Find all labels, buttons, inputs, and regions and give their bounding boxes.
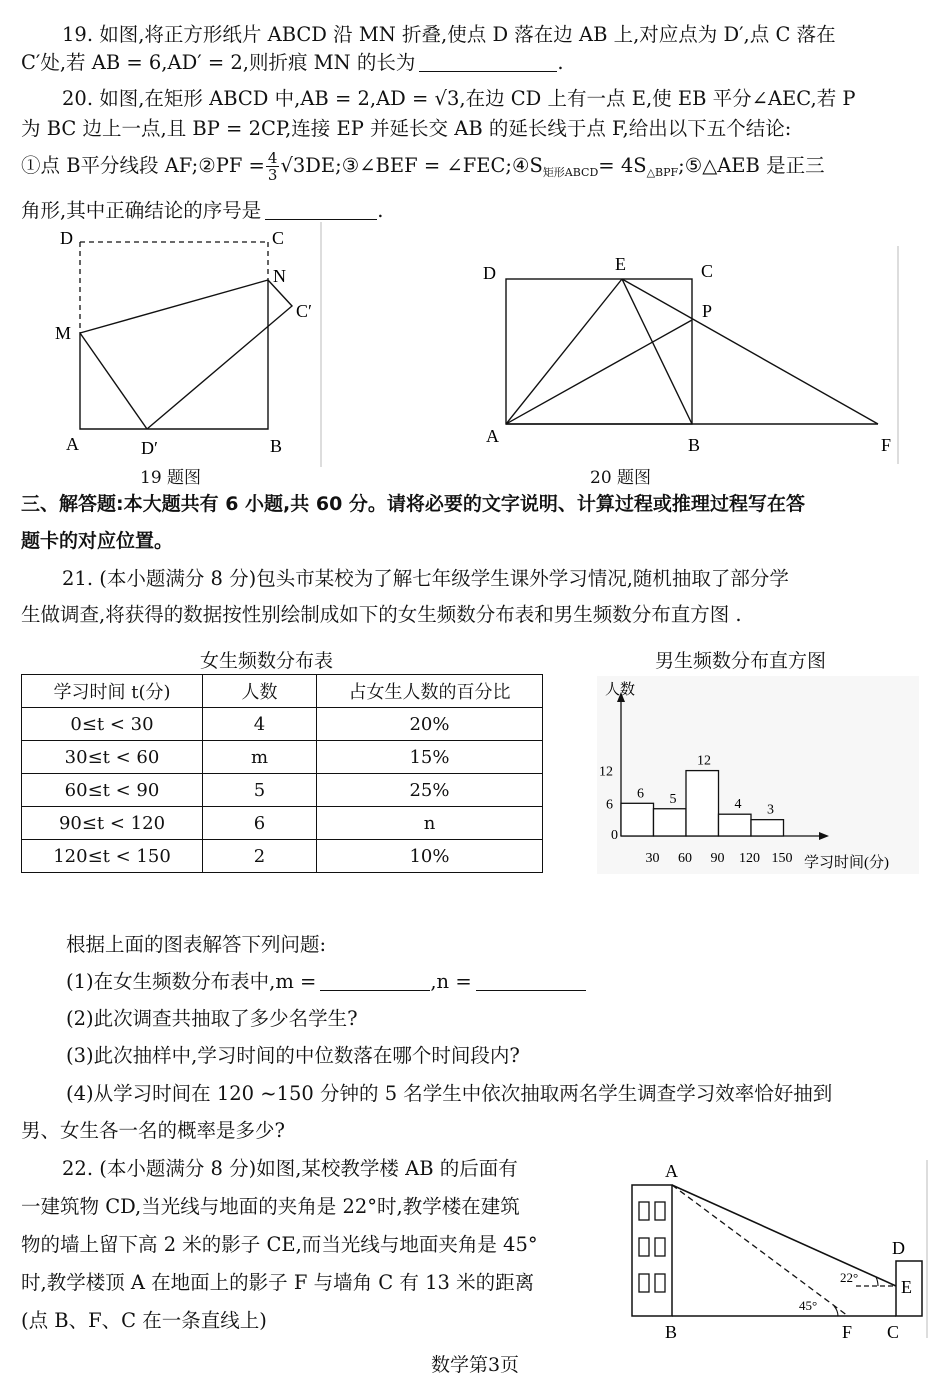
q20-line3-e: ;⑤△AEB 是正三 xyxy=(678,154,825,177)
table-cell: 30≤t < 60 xyxy=(22,741,203,774)
x-tick-label: 60 xyxy=(678,851,692,866)
q20-line3 xyxy=(21,150,825,186)
table-row xyxy=(22,774,543,807)
table-cell: 4 xyxy=(203,708,317,741)
x-tick-label: 150 xyxy=(771,851,793,866)
table-row xyxy=(22,840,543,873)
x-axis-label: 学习时间(分) xyxy=(804,855,889,871)
q20-line4-b: . xyxy=(377,199,384,222)
fig20-label-C: C xyxy=(701,261,714,281)
histogram-bar xyxy=(686,771,719,836)
y-axis-label: 人数 xyxy=(605,682,636,698)
fig19-label-Cp: C′ xyxy=(296,301,312,321)
q21-p1-a: (1)在女生频数分布表中,m = xyxy=(66,970,317,993)
table-cell: 6 xyxy=(203,807,317,840)
table-cell: 25% xyxy=(317,774,543,807)
q21-p1-b: ,n = xyxy=(430,970,472,993)
fig22-window xyxy=(655,1238,665,1256)
frac-num: 4 xyxy=(267,149,278,167)
bar-data-label: 12 xyxy=(697,753,711,769)
page-number: 数学第3页 xyxy=(430,1354,520,1376)
q21-line2: 生做调查,将获得的数据按性别绘制成如下的女生频数分布表和男生频数分布直方图 . xyxy=(21,603,742,626)
x-tick-label: 90 xyxy=(710,851,725,866)
q21-part3: (3)此次抽样中,学习时间的中位数落在哪个时间段内? xyxy=(66,1044,520,1067)
header-count: 人数 xyxy=(203,675,317,708)
x-tick-label: 120 xyxy=(739,851,760,866)
q19-line2-b: . xyxy=(557,51,564,74)
x-tick-label: 30 xyxy=(645,851,660,866)
fig19-label-A: A xyxy=(66,434,79,454)
fig22-label-D: D xyxy=(892,1238,905,1258)
fig22-angle-45: 45° xyxy=(799,1298,818,1313)
q20-line2: 为 BC 边上一点,且 BP = 2CP,连接 EP 并延长交 AB 的延长线于点 F,给出以下五个结论: xyxy=(21,117,792,140)
fig19-MDp xyxy=(80,333,147,429)
fig22-label-B: B xyxy=(665,1322,678,1342)
table-row xyxy=(22,741,543,774)
q22-line1: 22. (本小题满分 8 分)如图,某校教学楼 AB 的后面有 xyxy=(62,1157,518,1180)
table-cell: 10% xyxy=(317,840,543,873)
q22-line2: 一建筑物 CD,当光线与地面的夹角是 22°时,教学楼在建筑 xyxy=(21,1195,520,1218)
header-time: 学习时间 t(分) xyxy=(22,675,203,708)
fig19-label-C: C xyxy=(272,228,285,248)
fig20-caption: 20 题图 xyxy=(590,468,652,488)
q21-line1: 21. (本小题满分 8 分)包头市某校为了解七年级学生课外学习情况,随机抽取了部分学 xyxy=(62,567,789,590)
q20-sub2: △BPF xyxy=(646,166,679,179)
chart-background xyxy=(597,676,919,874)
table-cell: n xyxy=(317,807,543,840)
n-answer-blank[interactable] xyxy=(476,972,586,991)
q22-line4: 时,教学楼顶 A 在地面上的影子 F 与墙角 C 有 13 米的距离 xyxy=(21,1271,535,1294)
q19-line2 xyxy=(21,50,564,76)
fig22-label-C: C xyxy=(887,1322,900,1342)
fig20-line-AE xyxy=(506,279,622,424)
table-cell: 5 xyxy=(203,774,317,807)
table-cell: 90≤t < 120 xyxy=(22,807,203,840)
q21-part4-line1: (4)从学习时间在 120 ~150 分钟的 5 名学生中依次抽取两名学生调查学习效率恰好抽到 xyxy=(66,1082,833,1105)
fig20-label-E: E xyxy=(615,254,626,274)
x-tick-label: 0 xyxy=(611,828,618,843)
section3-line2: 题卡的对应位置。 xyxy=(21,530,174,552)
histogram-bar xyxy=(654,809,687,836)
m-answer-blank[interactable] xyxy=(320,972,430,991)
female-frequency-table xyxy=(21,674,543,873)
q19-line1: 19. 如图,将正方形纸片 ABCD 沿 MN 折叠,使点 D 落在边 AB 上,对应点为 D′,点 C 落在 xyxy=(62,23,836,46)
fig19-label-Dp: D′ xyxy=(141,438,158,458)
bar-data-label: 6 xyxy=(637,786,644,802)
q21-part2: (2)此次调查共抽取了多少名学生? xyxy=(66,1007,358,1030)
q20-sqrt: √3 xyxy=(280,154,306,177)
q19-line2-a: C′处,若 AB = 6,AD′ = 2,则折痕 MN 的长为 xyxy=(21,51,416,74)
histogram-bar xyxy=(719,814,752,836)
q20-line1: 20. 如图,在矩形 ABCD 中,AB = 2,AD = √3,在边 CD 上有一点 E,使 EB 平分∠AEC,若 P xyxy=(62,87,856,110)
fig22-window xyxy=(639,1274,649,1292)
fig20-label-D: D xyxy=(483,263,496,283)
fraction xyxy=(266,150,280,183)
histogram-bar xyxy=(621,803,654,836)
figure-22 xyxy=(608,1160,933,1342)
table-cell: m xyxy=(203,741,317,774)
q20-line3-a: ①点 B平分线段 AF;②PF = xyxy=(21,154,265,177)
bar-data-label: 3 xyxy=(767,802,774,818)
fig20-label-P: P xyxy=(702,301,713,321)
male-histogram xyxy=(597,676,919,874)
table-title: 女生频数分布表 xyxy=(200,650,334,672)
fig20-label-F: F xyxy=(881,435,892,455)
fig22-window xyxy=(655,1274,665,1292)
y-tick-label: 12 xyxy=(599,764,613,780)
q22-line3: 物的墙上留下高 2 米的影子 CE,而当光线与地面夹角是 45° xyxy=(21,1233,538,1256)
q20-line3-c: DE;③∠BEF = ∠FEC;④S xyxy=(305,154,543,177)
fig19-label-D: D xyxy=(60,228,73,248)
fig19-crease-MN xyxy=(80,280,268,333)
q21-part4-line2: 男、女生各一名的概率是多少? xyxy=(21,1119,285,1142)
table-cell: 20% xyxy=(317,708,543,741)
q20-line4 xyxy=(21,198,383,224)
table-cell: 15% xyxy=(317,741,543,774)
fig20-label-A: A xyxy=(486,426,499,446)
q20-line4-a: 角形,其中正确结论的序号是 xyxy=(21,199,262,222)
fig20-line-EF xyxy=(622,279,878,424)
fig20-line-EB xyxy=(622,279,692,424)
fig19-DpCpN xyxy=(147,280,292,429)
q20-sub1: 矩形ABCD xyxy=(542,166,599,179)
fig22-building-AB xyxy=(632,1185,672,1316)
q21-part1 xyxy=(66,969,586,995)
section3-line1: 三、解答题:本大题共有 6 小题,共 60 分。请将必要的文字说明、计算过程或推理过程写在答 xyxy=(21,493,805,515)
fig20-line-AP xyxy=(506,320,692,424)
table-cell: 2 xyxy=(203,840,317,873)
fig22-ray-45 xyxy=(672,1185,848,1316)
table-row xyxy=(22,708,543,741)
q22-line5: (点 B、F、C 在一条直线上) xyxy=(21,1309,267,1332)
bar-data-label: 5 xyxy=(669,791,677,807)
frac-den: 3 xyxy=(267,166,278,184)
q21-prompt: 根据上面的图表解答下列问题: xyxy=(66,933,327,956)
fig22-angle-22: 22° xyxy=(840,1270,859,1285)
bar-data-label: 4 xyxy=(734,797,742,813)
fig22-label-F: F xyxy=(842,1322,853,1342)
fig19-label-N: N xyxy=(273,266,286,286)
fig22-label-A: A xyxy=(665,1161,678,1181)
table-cell: 60≤t < 90 xyxy=(22,774,203,807)
fig19-caption: 19 题图 xyxy=(140,468,202,488)
table-row xyxy=(22,807,543,840)
fig22-window xyxy=(639,1202,649,1220)
y-tick-label: 6 xyxy=(606,797,613,813)
q20-answer-blank[interactable] xyxy=(265,201,377,220)
fig22-window xyxy=(655,1202,665,1220)
table-cell: 120≤t < 150 xyxy=(22,840,203,873)
chart-title: 男生频数分布直方图 xyxy=(655,650,827,672)
table-cell: 0≤t < 30 xyxy=(22,708,203,741)
figure-20 xyxy=(478,246,908,464)
q20-line3-d: = 4S xyxy=(598,154,647,177)
fig22-ray-22 xyxy=(672,1185,896,1286)
fig22-window xyxy=(639,1238,649,1256)
table-header-row xyxy=(22,675,543,708)
fig22-label-E: E xyxy=(901,1277,912,1297)
fig19-label-B: B xyxy=(270,436,283,456)
q19-answer-blank[interactable] xyxy=(419,53,557,72)
fig20-label-B: B xyxy=(688,435,701,455)
figure-19 xyxy=(40,222,330,467)
fig19-label-M: M xyxy=(55,323,72,343)
fig20-rect-ABCD xyxy=(506,279,692,424)
histogram-bar xyxy=(751,820,784,836)
header-percent: 占女生人数的百分比 xyxy=(317,675,543,708)
